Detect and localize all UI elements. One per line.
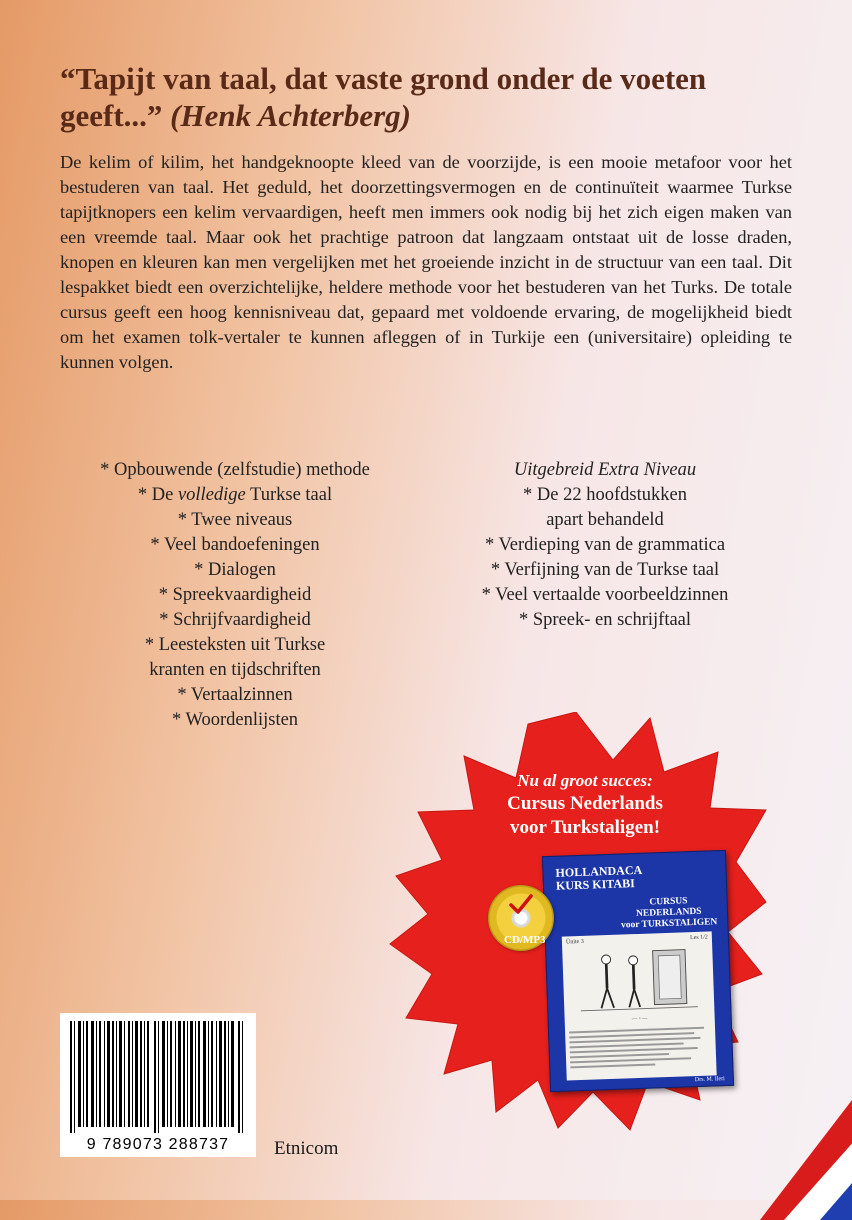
- book-cover: [542, 850, 734, 1092]
- cd-mp3-label: CD/MP3: [504, 934, 546, 946]
- features-right-list: [430, 458, 780, 633]
- feature-item: * Twee niveaus: [177, 510, 293, 530]
- feature-item: * Spreek- en schrijftaal: [518, 610, 692, 630]
- features-left-list: [60, 458, 410, 733]
- feature-item: * Woordenlijsten: [171, 710, 299, 730]
- quote-heading: [60, 60, 800, 134]
- feature-item: * Leesteksten uit Turkse: [144, 635, 326, 655]
- lesson-label: Les 1/2: [689, 934, 708, 942]
- barcode-bars: [68, 1021, 248, 1133]
- feature-item: kranten en tijdschriften: [149, 660, 321, 680]
- quote-author: (Henk Achterberg): [170, 98, 411, 133]
- body-paragraph: De kelim of kilim, het handgeknoopte kleed van de voorzijde, is een mooie metafoor voor het bestuderen van taal. Het geduld, het doorzettingsvermogen en de continuïteit waarmee Turkse tapijtknopers een kelim vervaardigen, heeft men immers ook nodig bij het zich eigen maken van een vreemde taal. Maar ook het prachtige patroon dat langzaam ontstaat uit de losse draden, knopen en kleuren kan men vergelijken met het groeiende inzicht in de structuur van een taal. Dit lespakket biedt een overzichtelijke, heldere methode voor het bestuderen van het Turks. De totale cursus geeft een hoog kennisniveau dat, gepaard met voldoende ervaring, de mogelijkheid biedt om het examen tolk-vertaler te kunnen afleggen of in Turkije een (universitaire) opleiding te kunnen volgen.: [60, 152, 792, 372]
- barcode: [60, 1013, 256, 1157]
- book-subtitle: CURSUS NEDERLANDS voor TURKSTALIGEN: [620, 896, 718, 931]
- book-author: Drs. M. Ileri: [694, 1076, 725, 1084]
- book-page-illustration: [562, 931, 717, 1080]
- feature-item: * De 22 hoofdstukken: [523, 485, 687, 505]
- promo-line: Nu al groot succes:: [517, 771, 653, 790]
- feature-item: * Opbouwende (zelfstudie) methode: [100, 460, 370, 480]
- extra-level-heading: Uitgebreid Extra Niveau: [513, 460, 697, 480]
- feature-item: * De volledige Turkse taal: [137, 485, 333, 505]
- feature-item: apart behandeld: [546, 510, 664, 530]
- unit-label: Ünite 3: [565, 938, 584, 946]
- page-caption: — ◦ —: [631, 1015, 648, 1023]
- promo-line: Cursus Nederlands: [507, 793, 663, 814]
- feature-item: * Vertaalzinnen: [177, 685, 293, 705]
- checkmark-icon: [508, 893, 534, 915]
- feature-item: * Schrijfvaardigheid: [159, 610, 311, 630]
- flag-corner-icon: [760, 1100, 852, 1220]
- feature-item: * Verdieping van de grammatica: [484, 535, 726, 555]
- promo-text: [470, 770, 700, 840]
- feature-item: * Veel vertaalde voorbeeldzinnen: [481, 585, 729, 605]
- feature-item: * Spreekvaardigheid: [158, 585, 312, 605]
- publisher-name: Etnicom: [274, 1138, 339, 1159]
- book-title: HOLLANDACA KURS KITABI: [555, 862, 643, 893]
- quote-text: “Tapijt van taal, dat vaste grond onder de voeten geeft...”: [60, 61, 707, 133]
- promo-line: voor Turkstaligen!: [509, 817, 661, 838]
- feature-item: * Dialogen: [194, 560, 276, 580]
- feature-emphasis: volledige: [177, 485, 246, 505]
- isbn-number: 9 789073 288737: [86, 1136, 230, 1153]
- page-text-lines: [569, 1023, 712, 1071]
- feature-item: * Verfijning van de Turkse taal: [490, 560, 720, 580]
- feature-item: * Veel bandoefeningen: [150, 535, 320, 555]
